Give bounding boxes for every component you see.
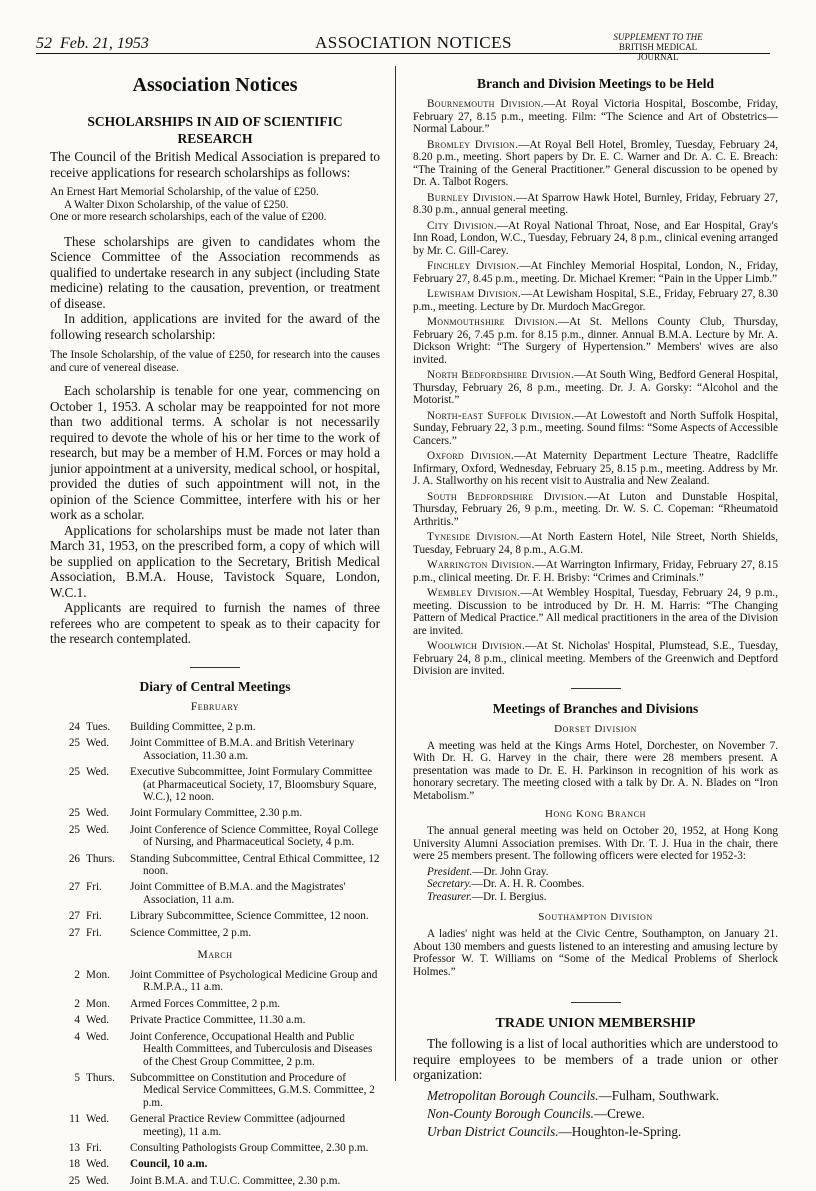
- diary-weekday: Wed.: [86, 807, 110, 820]
- diary-weekday: Thurs.: [86, 1071, 115, 1084]
- division-name: Burnley Division.: [427, 191, 517, 204]
- officer-role: Secretary.: [427, 878, 472, 890]
- meeting-details: —At Maternity Department Lecture Theatre, Radcliffe Infirmary, Oxford, Wednesday, February 25, 8.15 p.m., meeting. Address by Mr. J. A. Stallworthy on his recent visit to Australia and New Zealand.: [413, 450, 778, 487]
- diary-weekday: Fri.: [86, 926, 102, 939]
- meeting-details: —At St. Mellons County Club, Thursday, February 26, 7.45 p.m. for 8.15 p.m., dinner. Annual B.M.A. Lecture by Mr. A. Dickson Wright: “The Surgery of Hypertension.” Members' wives are also invited.: [413, 316, 778, 366]
- scholarships-paragraph: Each scholarship is tenable for one year, commencing on October 1, 1953. A scholar may be reappointed for not more than two additional terms. A scholar is not necessarily required to devote the whole of his or her time to the work of research, but may be a member of H.M. Forces or may hold a junior appointment at a university, medical school, or hospital, provided the duties of such appointment will not, in the opinion of the Science Committee, interfere with his or her work as a scholar.: [50, 383, 380, 523]
- diary-text: Joint B.M.A. and T.U.C. Committee, 2.30 p.m.: [130, 1174, 341, 1187]
- meeting-notice: [413, 288, 778, 313]
- diary-entry: [50, 998, 380, 1010]
- union-value: —Crewe.: [593, 1105, 645, 1121]
- month-february: February: [190, 700, 240, 713]
- diary-day: 27: [68, 910, 80, 923]
- meeting-details: —At Sparrow Hawk Hotel, Burnley, Friday, February 27, 8.30 p.m., annual general meeting.: [413, 191, 778, 216]
- diary-entry: [50, 1175, 380, 1187]
- diary-text: Joint Conference, Occupational Health and Public Health Committees, and Tuberculosis and Diseases of the Chest Group Committee, 2 p.m.: [130, 1030, 373, 1068]
- meeting-notice: [413, 491, 778, 529]
- union-value: —Houghton-le-Spring.: [558, 1123, 682, 1139]
- union-label: Non-County Borough Councils.: [427, 1105, 594, 1121]
- division-name: Finchley Division.: [427, 260, 520, 272]
- officer-name: —Dr. I. Bergius.: [471, 890, 547, 903]
- officer-name: —Dr. John Gray.: [472, 865, 549, 878]
- southampton-report: A ladies' night was held at the Civic Centre, Southampton, on January 21. About 130 members and guests listened to an interesting and amusing lecture by Professor W. T. Williams on “Some of the Medical Problems of Sherlock Holmes.”: [413, 928, 778, 978]
- meeting-notice: [413, 220, 778, 258]
- division-name: Woolwich Division.: [427, 640, 526, 652]
- february-list: [50, 721, 380, 939]
- meeting-notice: [413, 192, 778, 217]
- meeting-notice: [413, 98, 778, 136]
- meetings-list: [413, 98, 778, 678]
- diary-day: 11: [69, 1113, 80, 1126]
- division-name: Bournemouth Division.: [427, 98, 544, 110]
- diary-text: Armed Forces Committee, 2 p.m.: [130, 997, 281, 1010]
- page-title: Association Notices: [132, 74, 298, 96]
- division-name: Lewisham Division.: [427, 288, 522, 300]
- diary-weekday: Fri.: [86, 910, 102, 923]
- diary-weekday: Thurs.: [86, 852, 115, 865]
- meeting-notice: [413, 640, 778, 678]
- meetings-title: Branch and Division Meetings to be Held: [476, 76, 714, 91]
- diary-day: 24: [68, 720, 80, 733]
- diary-text: Building Committee, 2 p.m.: [130, 720, 256, 733]
- diary-day: 27: [68, 881, 80, 894]
- scholarship-item: One or more research scholarships, each of the value of £200.: [50, 211, 327, 224]
- division-name: Bromley Division.: [427, 138, 519, 151]
- diary-weekday: Wed.: [86, 1014, 110, 1027]
- scholarship-item: An Ernest Hart Memorial Scholarship, of the value of £250.: [50, 186, 319, 198]
- diary-day: 25: [68, 766, 80, 779]
- insole-scholarship: The Insole Scholarship, of the value of £250, for research into the causes and cure of venereal disease.: [50, 349, 380, 374]
- diary-entry: [50, 1072, 380, 1109]
- union-label: Urban District Councils.: [427, 1123, 559, 1139]
- meeting-notice: [413, 531, 778, 556]
- diary-day: 18: [68, 1158, 80, 1171]
- diary-day: 27: [68, 926, 80, 939]
- scholarships-paragraph: These scholarships are given to candidates whom the Science Committee of the Association recommends as qualified to undertake research in any subject (including State medicine) relating to the causation, prevention, or treatment of disease.: [50, 233, 380, 311]
- division-name: Tyneside Division.: [427, 531, 520, 543]
- meeting-notice: [413, 559, 778, 584]
- diary-text: Consulting Pathologists Group Committee, 2.30 p.m.: [130, 1141, 369, 1154]
- meeting-details: —At Warrington Infirmary, Friday, February 27, 8.15 p.m., clinical meeting. Dr. F. H. Brisby: “Crimes and Criminals.”: [413, 559, 778, 584]
- diary-entry: [50, 881, 380, 906]
- meeting-details: —At Lewisham Hospital, S.E., Friday, February 27, 8.30 p.m., meeting. Lecture by Dr. Murdoch MacGregor.: [413, 288, 778, 313]
- union-item: [427, 1087, 778, 1105]
- union-value: —Fulham, Southwark.: [598, 1087, 720, 1103]
- meeting-details: —At St. Nicholas' Hospital, Plumstead, S.E., Tuesday, February 24, 8 p.m., clinical meeting. Members of the Greenwich and Deptford Division are invited.: [413, 640, 778, 677]
- officer-entry: [413, 866, 778, 879]
- meeting-details: —At Luton and Dunstable Hospital, Thursday, February 26, 9 p.m., meeting. Dr. W. S. C. Copeman: “Rheumatoid Arthritis.”: [413, 490, 778, 528]
- meeting-notice: [413, 139, 778, 189]
- diary-weekday: Wed.: [86, 1174, 110, 1187]
- diary-entry: [50, 1113, 380, 1138]
- meeting-notice: [413, 587, 778, 637]
- right-column: [413, 62, 778, 1141]
- diary-entry: [50, 910, 380, 922]
- dorset-heading: Dorset Division: [554, 722, 637, 735]
- diary-entry: [50, 807, 380, 819]
- division-name: City Division.: [427, 219, 497, 232]
- diary-entry: [50, 853, 380, 878]
- division-name: North Bedfordshire Division.: [427, 369, 575, 381]
- scholarship-item: A Walter Dixon Scholarship, of the value of £250.: [64, 198, 289, 211]
- diary-entry: [50, 1031, 380, 1068]
- officer-role: Treasurer.: [427, 890, 472, 903]
- meeting-details: —At Wembley Hospital, Tuesday, February 24, 9 p.m., meeting. Discussion to be introduced by Dr. H. M. Harris: “The Changing Pattern of Medical Practice.” All medical practitioners in the area of the Division are invited.: [413, 587, 778, 637]
- diary-day: 2: [74, 997, 80, 1010]
- scholarships-section: [50, 113, 380, 647]
- scholarships-title: SCHOLARSHIPS IN AID OF SCIENTIFIC RESEARCH: [87, 114, 343, 146]
- meeting-details: —At North Eastern Hotel, Nile Street, North Shields, Tuesday, February 24, 8 p.m., A.G.M.: [413, 531, 779, 556]
- division-name: Monmouthshire Division.: [427, 316, 558, 328]
- meeting-details: —At Royal Victoria Hospital, Boscombe, Friday, February 27, 8.15 p.m., meeting. Film: “The Science and Art of Obstetrics—Normal Labour.”: [413, 98, 778, 135]
- division-name: North-east Suffolk Division.: [427, 409, 575, 422]
- diary-day: 25: [68, 1174, 80, 1187]
- diary-day: 25: [68, 807, 80, 820]
- division-name: Oxford Division.: [427, 450, 515, 462]
- diary-text: General Practice Review Committee (adjourned meeting), 11 a.m.: [130, 1113, 345, 1138]
- diary-weekday: Mon.: [86, 997, 110, 1010]
- supplement-label: SUPPLEMENT TO THE BRITISH MEDICAL JOURNAL: [613, 32, 703, 62]
- hongkong-report: The annual general meeting was held on October 20, 1952, at Hong Kong University Alumni Association premises. With Dr. T. J. Hua in the chair, there were 25 members present. The following officers were elected for 1952-3:: [413, 825, 778, 862]
- diary-day: 5: [74, 1071, 80, 1084]
- diary-day: 26: [68, 852, 80, 865]
- scholarships-paragraph: Applicants are required to furnish the names of three referees who are competent to speak as to their capacity for the research contemplated.: [50, 600, 380, 647]
- dorset-report: A meeting was held at the Kings Arms Hotel, Dorchester, on November 7. With Dr. H. G. Harvey in the chair, there were 28 members present. A presentation was made to Dr. E. H. Parkinson in recognition of his work as honorary secretary. The meeting closed with a talk by Dr. A. N. Blades on “Iron Metabolism.”: [413, 739, 778, 802]
- union-list: [413, 1087, 778, 1141]
- diary-text: Executive Subcommittee, Joint Formulary Committee (at Pharmaceutical Society, 17, Bloomsbury Square, W.C.), 12 noon.: [130, 766, 377, 803]
- diary-day: 25: [68, 823, 80, 836]
- division-name: South Bedfordshire Division.: [427, 490, 587, 503]
- southampton-heading: Southampton Division: [538, 911, 653, 923]
- section-title: ASSOCIATION NOTICES: [315, 33, 512, 52]
- branches-title: Meetings of Branches and Divisions: [492, 700, 699, 716]
- meeting-notice: [413, 450, 778, 488]
- diary-weekday: Wed.: [86, 766, 110, 779]
- diary-entry: [50, 737, 380, 762]
- meeting-notice: [413, 369, 778, 407]
- diary-day: 13: [68, 1141, 80, 1154]
- diary-weekday: Fri.: [86, 881, 102, 894]
- hongkong-heading: Hong Kong Branch: [545, 808, 646, 820]
- scholarship-list: [50, 186, 380, 224]
- column-divider: [395, 66, 396, 1081]
- diary-day: 25: [68, 737, 80, 750]
- meeting-details: —At Royal National Throat, Nose, and Ear Hospital, Gray's Inn Road, London, W.C., Tuesday, February 24, 8 p.m., clinical evening arranged by Mr. C. Gill-Carey.: [413, 219, 779, 257]
- officer-entry: [413, 891, 778, 904]
- section-divider: [571, 1002, 621, 1003]
- diary-weekday: Mon.: [86, 969, 110, 982]
- officer-entry: [413, 878, 778, 891]
- officer-role: President.: [427, 865, 473, 878]
- diary-day: 2: [74, 969, 80, 982]
- diary-text: Joint Conference of Science Committee, Royal College of Nursing, and Pharmaceutical Society, 4 p.m.: [130, 823, 379, 849]
- header-rule: [36, 53, 770, 54]
- diary-section: [50, 678, 380, 1187]
- union-item: [427, 1105, 778, 1123]
- section-divider: [571, 688, 621, 689]
- meeting-notice: [413, 316, 778, 366]
- officer-name: —Dr. A. H. R. Coombes.: [471, 878, 585, 890]
- diary-entry: [50, 927, 380, 939]
- month-march: March: [197, 949, 233, 962]
- diary-text: Joint Committee of B.M.A. and British Veterinary Association, 11.30 a.m.: [130, 737, 355, 762]
- diary-entry: [50, 824, 380, 849]
- diary-text: Joint Formulary Committee, 2.30 p.m.: [130, 807, 303, 820]
- diary-text: Standing Subcommittee, Central Ethical Committee, 12 noon.: [130, 852, 380, 878]
- diary-text: Private Practice Committee, 11.30 a.m.: [130, 1014, 306, 1027]
- meeting-details: —At South Wing, Bedford General Hospital, Thursday, February 26, 8 p.m., meeting. Dr. J. A. Gorsky: “Alcohol and the Motorist.”: [413, 369, 778, 406]
- diary-weekday: Tues.: [86, 720, 111, 733]
- diary-weekday: Fri.: [86, 1141, 102, 1154]
- diary-weekday: Wed.: [86, 1030, 110, 1043]
- division-name: Warrington Division.: [427, 559, 535, 571]
- scholarships-paragraph: In addition, applications are invited for the award of the following research scholarship:: [50, 311, 380, 342]
- meeting-notice: [413, 260, 778, 285]
- meeting-details: —At Royal Bell Hotel, Bromley, Tuesday, February 24, 8.20 p.m., meeting. Short papers by Dr. E. C. Warner and Dr. A. C. E. Breach: “The Training of the General Practitioner.” General discussion to be opened by Dr. A. Talbot Rogers.: [413, 138, 778, 188]
- left-column: [50, 62, 380, 1191]
- diary-text: Joint Committee of Psychological Medicine Group and R.M.P.A., 11 a.m.: [130, 969, 378, 994]
- diary-text: Joint Committee of B.M.A. and the Magistrates' Association, 11 a.m.: [130, 881, 346, 906]
- march-list: [50, 969, 380, 1187]
- officers-list: [413, 866, 778, 904]
- page-number-date: 52 Feb. 21, 1953: [36, 35, 149, 52]
- union-title: TRADE UNION MEMBERSHIP: [495, 1016, 696, 1031]
- diary-day: 4: [74, 1030, 80, 1043]
- union-label: Metropolitan Borough Councils.: [427, 1087, 599, 1103]
- diary-entry: [50, 969, 380, 994]
- diary-text: Subcommittee on Constitution and Procedure of Medical Service Committees, G.M.S. Committee, 2 p.m.: [130, 1071, 375, 1109]
- diary-day: 4: [74, 1014, 80, 1027]
- diary-weekday: Wed.: [86, 1113, 110, 1126]
- diary-text: Council, 10 a.m.: [130, 1158, 208, 1171]
- diary-weekday: Wed.: [86, 737, 110, 750]
- diary-entry: [50, 1158, 380, 1170]
- diary-entry: [50, 1142, 380, 1154]
- division-name: Wembley Division.: [427, 587, 521, 599]
- diary-weekday: Wed.: [86, 1158, 110, 1171]
- diary-entry: [50, 1014, 380, 1026]
- page-header: [0, 0, 816, 62]
- diary-weekday: Wed.: [86, 823, 110, 836]
- section-divider: [190, 667, 240, 668]
- meeting-details: —At Finchley Memorial Hospital, London, N., Friday, February 27, 8.45 p.m., meeting. Dr. Michael Kremer: “Pain in the Upper Limb.”: [413, 260, 778, 285]
- diary-text: Science Committee, 2 p.m.: [130, 926, 252, 939]
- scholarships-paragraph: Applications for scholarships must be made not later than March 31, 1953, on the prescribed form, a copy of which will be supplied on application to the Secretary, British Medical Association, B.M.A. House, Tavistock Square, London, W.C.1.: [50, 522, 380, 600]
- diary-text: Library Subcommittee, Science Committee, 12 noon.: [130, 910, 369, 923]
- meeting-notice: [413, 410, 778, 448]
- diary-entry: [50, 721, 380, 733]
- diary-title: Diary of Central Meetings: [139, 678, 291, 694]
- scholarships-intro: The Council of the British Medical Association is prepared to receive applications for research scholarships as follows:: [50, 149, 380, 180]
- meeting-details: —At Lowestoft and North Suffolk Hospital, Sunday, February 22, 3 p.m., meeting. Sound films: “Some Aspects of Accessible Cancers.”: [413, 409, 779, 447]
- union-item: [427, 1123, 778, 1141]
- union-intro: The following is a list of local authorities which are understood to require employees to be members of a trade union or other organization:: [413, 1036, 778, 1082]
- diary-entry: [50, 766, 380, 803]
